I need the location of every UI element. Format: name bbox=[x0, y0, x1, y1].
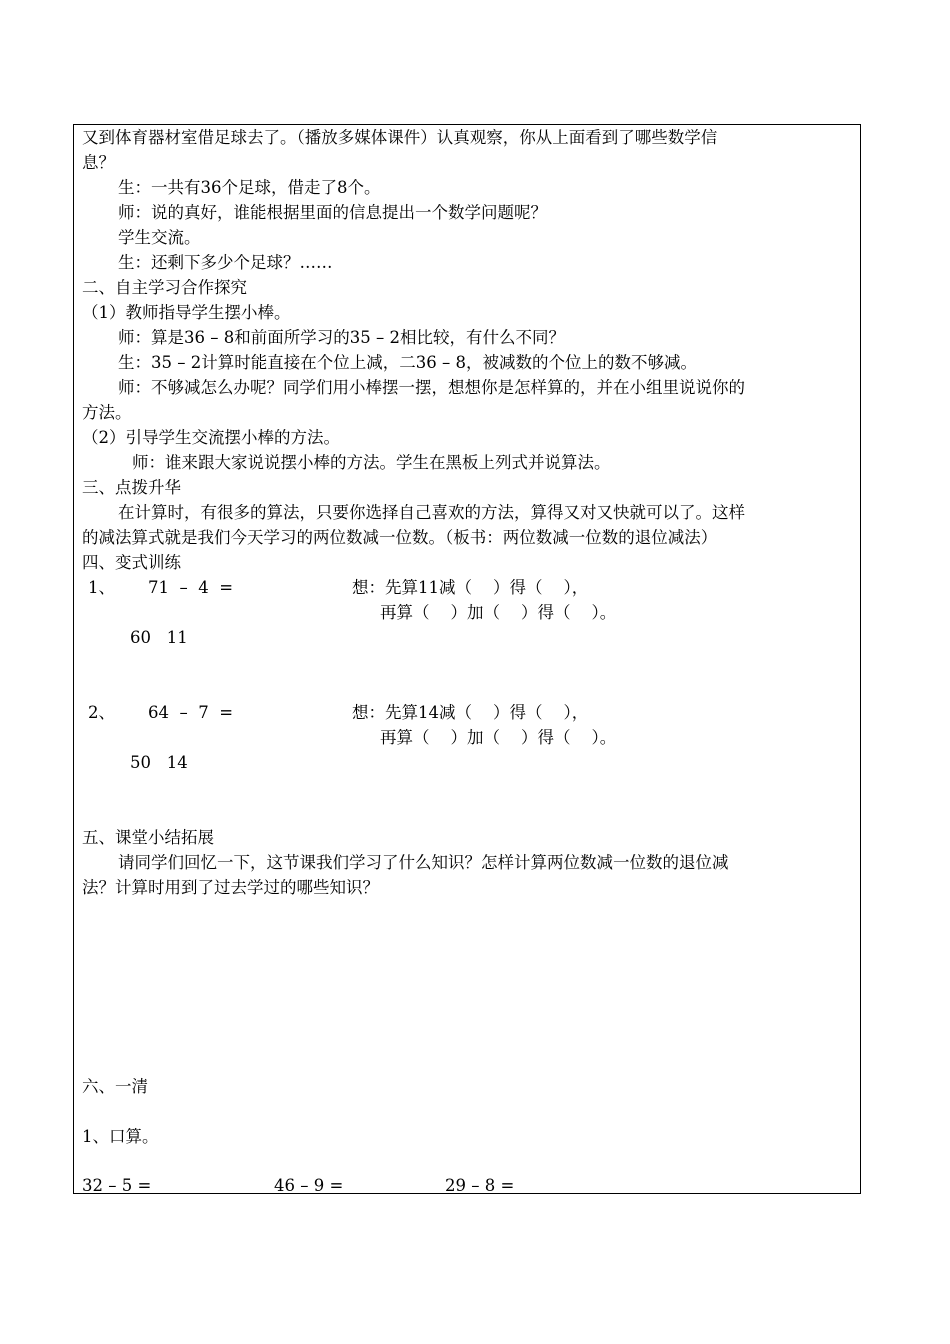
exercise-number: 2、 bbox=[88, 703, 115, 722]
section-heading: 五、课堂小结拓展 bbox=[82, 828, 214, 847]
text-line: 方法。 bbox=[82, 403, 132, 422]
text-line: 在计算时，有很多的算法，只要你选择自己喜欢的方法，算得又对又快就可以了。这样 bbox=[118, 503, 745, 522]
subsection-heading: 1、口算。 bbox=[82, 1127, 159, 1146]
exercise-hint: 想：先算11减（ ）得（ ）， bbox=[352, 578, 589, 597]
section-heading: 二、自主学习合作探究 bbox=[82, 278, 247, 297]
oral-exercise: 32 – 5 = bbox=[82, 1176, 152, 1195]
dialogue-line: 生：一共有36个足球，借走了8个。 bbox=[118, 178, 381, 197]
exercise-hint: 再算（ ）加（ ）得（ ）。 bbox=[380, 728, 617, 747]
section-heading: 六、一清 bbox=[82, 1077, 148, 1096]
section-heading: 三、点拨升华 bbox=[82, 478, 181, 497]
dialogue-line: 师：不够减怎么办呢？同学们用小棒摆一摆，想想你是怎样算的，并在小组里说说你的 bbox=[118, 378, 745, 397]
dialogue-line: 师：说的真好，谁能根据里面的信息提出一个数学问题呢？ bbox=[118, 203, 547, 222]
section-heading: 四、变式训练 bbox=[82, 553, 181, 572]
exercise-hint: 再算（ ）加（ ）得（ ）。 bbox=[380, 603, 617, 622]
dialogue-line: 师：算是36 – 8和前面所学习的35 – 2相比较，有什么不同？ bbox=[118, 328, 565, 347]
text-line: 又到体育器材室借足球去了。（播放多媒体课件）认真观察，你从上面看到了哪些数学信 bbox=[82, 128, 718, 147]
subsection-heading: （2）引导学生交流摆小棒的方法。 bbox=[82, 428, 340, 447]
exercise-expression: 64 – 7 = bbox=[148, 703, 234, 722]
dialogue-line: 学生交流。 bbox=[118, 228, 201, 247]
dialogue-line: 师：谁来跟大家说说摆小棒的方法。学生在黑板上列式并说算法。 bbox=[132, 453, 611, 472]
exercise-hint: 想：先算14减（ ）得（ ）， bbox=[352, 703, 589, 722]
oral-exercise: 46 – 9 = bbox=[274, 1176, 344, 1195]
exercise-expression: 71 – 4 = bbox=[148, 578, 234, 597]
exercise-number: 1、 bbox=[88, 578, 115, 597]
text-line: 请同学们回忆一下，这节课我们学习了什么知识？怎样计算两位数减一位数的退位减 bbox=[118, 853, 729, 872]
subsection-heading: （1）教师指导学生摆小棒。 bbox=[82, 303, 291, 322]
text-line: 的减法算式就是我们今天学习的两位数减一位数。（板书：两位数减一位数的退位减法） bbox=[82, 528, 718, 547]
text-line: 息？ bbox=[82, 153, 115, 172]
text-line: 法？计算时用到了过去学过的哪些知识？ bbox=[82, 878, 379, 897]
dialogue-line: 生：35 – 2计算时能直接在个位上减，二36 – 8，被减数的个位上的数不够减。 bbox=[118, 353, 697, 372]
exercise-split: 50 14 bbox=[130, 753, 188, 772]
oral-exercise: 29 – 8 = bbox=[445, 1176, 515, 1195]
dialogue-line: 生：还剩下多少个足球？…… bbox=[118, 253, 333, 272]
exercise-split: 60 11 bbox=[130, 628, 188, 647]
